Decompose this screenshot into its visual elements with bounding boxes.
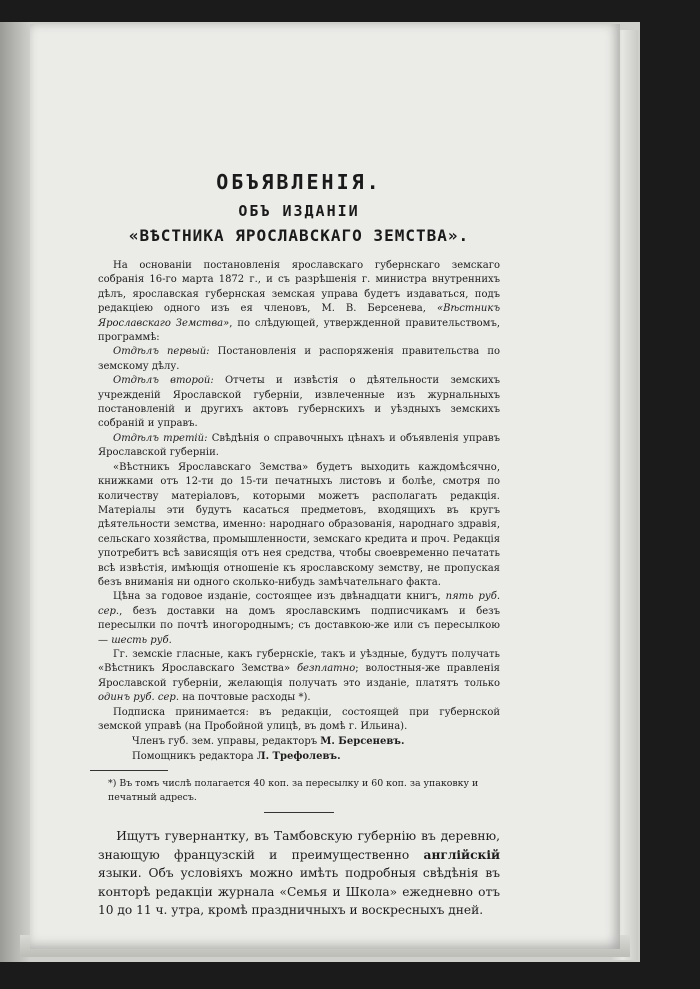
department-3: Отдѣлъ третій: Свѣдѣнія о справочныхъ цѣнахъ и объявленія управъ Ярославской губерніи.	[98, 432, 500, 459]
department-1: Отдѣлъ первый: Постановленія и распоряженія правительства по земскому дѣлу.	[98, 346, 500, 372]
announcement-body	[98, 259, 500, 734]
schedule-paragraph: «Вѣстникъ Ярославскаго Земства» будетъ выходить каждомѣсячно, книжками отъ 12-ти до 15-ти печатныхъ листовъ и болѣе, смотря по количеству матеріаловъ, которыми можетъ располагать редакція. Матеріалы эти будутъ касаться предметовъ, входящихъ въ кругъ дѣятельности земства, именно: народнаго образованія, народнаго здравія, сельскаго хозяйства, промышленности, земскаго кредита и проч. Редакція употребитъ всѣ зависящія отъ нея средства, чтобы своевременно печатать всѣ извѣстія, имѣющія отношеніе къ ярославскому земству, не пропуская безъ вниманія ни одного сколько-нибудь замѣчательнаго факта.	[98, 461, 500, 588]
editor-signature: Членъ губ. зем. управы, редакторъ М. Берсеневъ.	[132, 736, 405, 748]
section-divider	[264, 812, 334, 813]
footnote: *) Въ томъ числѣ полагается 40 коп. за пересылку и 60 коп. за упаковку и печатный адресъ.	[108, 778, 479, 803]
assistant-signature: Помощникъ редактора Л. Трефолевъ.	[132, 751, 341, 763]
price-paragraph: Цѣна за годовое изданіе, состоящее изъ двѣнадцати книгъ, пять руб. сер., безъ доставки на домъ ярославскимъ подписчикамъ и безъ пересылки по почтѣ иногороднымъ; съ доставкою-же или съ пересылкою — шесть руб.	[98, 591, 501, 646]
footnote-divider	[90, 770, 168, 771]
governess-advertisement: Ищутъ гувернантку, въ Тамбовскую губернію въ деревню, знающую французскій и преимущественно англійскій языки. Объ условіяхъ можно имѣть подробныя свѣдѣнія въ конторѣ редакціи журнала «Семья и Школа» ежедневно отъ 10 до 11 ч. утра, кромѣ праздничныхъ и воскресныхъ дней.	[98, 829, 500, 918]
subscription-paragraph: Подписка принимается: въ редакціи, состоящей при губернской земской управѣ (на Пробойной улицѣ, въ домѣ г. Ильина).	[98, 706, 500, 732]
page-content	[98, 170, 500, 919]
department-2: Отдѣлъ второй: Отчеты и извѣстія о дѣятельности земскихъ учрежденій Ярославской губерніи, извлеченные изъ журнальныхъ постановленій и другихъ актовъ губернскихъ и уѣздныхъ земскихъ собраній и управъ.	[98, 375, 500, 430]
intro-paragraph: На основаніи постановленія ярославскаго губернскаго земскаго собранія 16-го марта 1872 г., и съ разрѣшенія г. министра внутреннихъ дѣлъ, ярославская губернская земская управа будетъ издаваться, подъ редакціею одного изъ ея членовъ, М. В. Берсенева, «Вѣстникъ Ярославскаго Земства», по слѣдующей, утвержденной правительствомъ, программѣ:	[98, 260, 500, 344]
binding-shadow	[0, 22, 30, 962]
section-heading: ОБЪЯВЛЕНІЯ.	[216, 170, 382, 194]
notice-subheading: ОБЪ ИЗДАНІИ	[238, 202, 360, 220]
delegates-paragraph: Гг. земскіе гласные, какъ губернскіе, такъ и уѣздные, будутъ получать «Вѣстникъ Ярославскаго Земства» безплатно; волостныя-же правленія Ярославской губерніи, желающія получать это изданіе, платятъ только одинъ руб. сер. на почтовые расходы *).	[98, 648, 500, 704]
publication-title: «ВѢСТНИКА ЯРОСЛАВСКАГО ЗЕМСТВА».	[128, 226, 470, 245]
